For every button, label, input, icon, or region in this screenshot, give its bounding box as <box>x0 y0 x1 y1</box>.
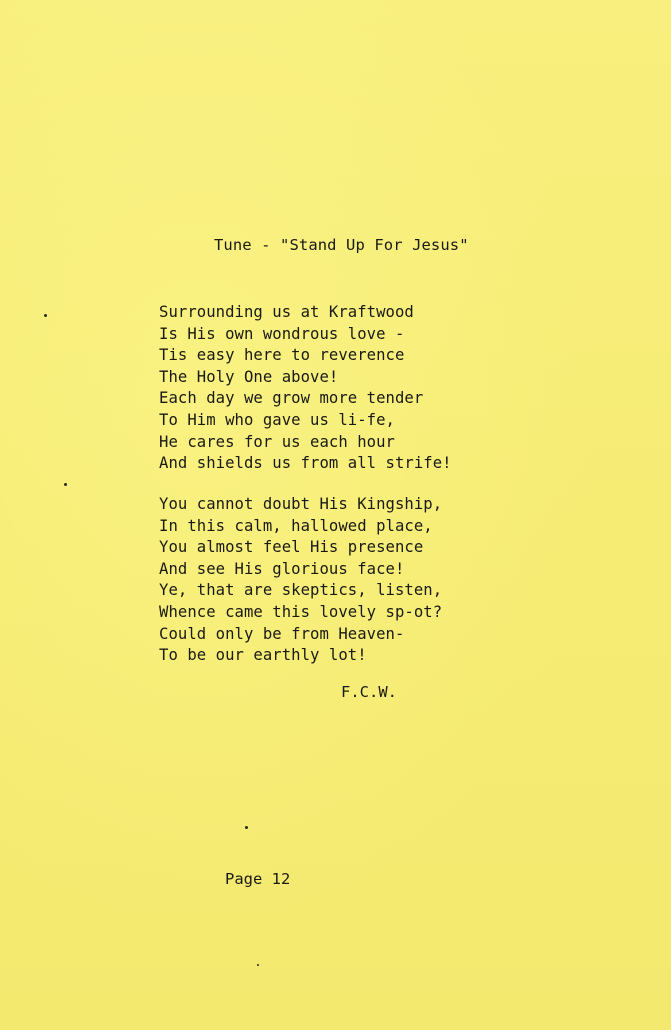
verse-line: Each day we grow more tender <box>159 389 424 408</box>
verse-line: You cannot doubt His Kingship, <box>159 495 443 513</box>
verse-line: Is His own wondrous love - <box>159 324 405 343</box>
verse-line: To Him who gave us li-fe, <box>159 410 395 429</box>
verse-line: Whence came this lovely sp-ot? <box>159 602 443 621</box>
ink-speck <box>64 483 67 486</box>
verse-line: And see His glorious face! <box>159 559 405 578</box>
verse-line: Tis easy here to reverence <box>159 346 405 365</box>
verse-line: Ye, that are skeptics, listen, <box>159 581 443 600</box>
verse-line: In this calm, hallowed place, <box>159 516 433 535</box>
verse-line: You almost feel His presence <box>159 538 424 557</box>
ink-speck <box>44 314 47 317</box>
verse-line: Surrounding us at Kraftwood <box>159 303 414 321</box>
verse-line: Could only be from Heaven- <box>159 624 405 643</box>
author-signature: F.C.W. <box>341 683 397 701</box>
ink-speck <box>257 964 259 966</box>
verse-line: He cares for us each hour <box>159 432 395 451</box>
verse-line: And shields us from all strife! <box>159 454 452 473</box>
stanza-1 <box>159 302 452 475</box>
stanza-2 <box>159 494 442 667</box>
tune-heading: Tune - "Stand Up For Jesus" <box>214 236 469 254</box>
verse-line: The Holy One above! <box>159 367 339 386</box>
ink-speck <box>245 826 248 829</box>
page-number: Page 12 <box>225 870 291 888</box>
verse-line: To be our earthly lot! <box>159 646 367 665</box>
